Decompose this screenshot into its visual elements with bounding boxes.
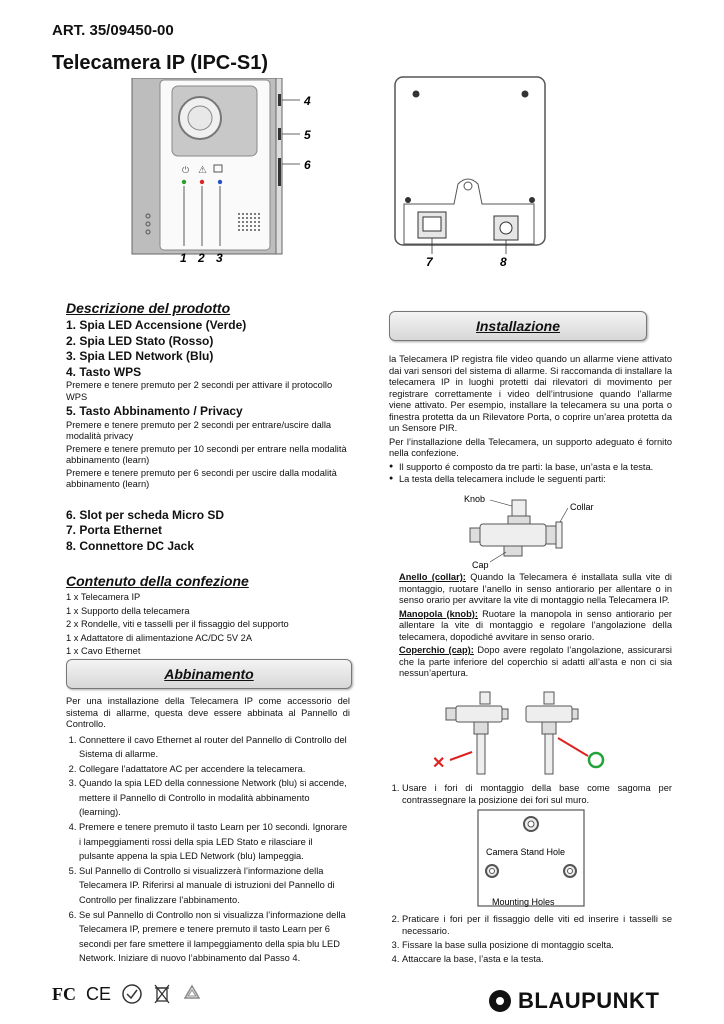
lens-inner — [188, 106, 212, 130]
label-8: 8 — [500, 255, 507, 269]
descr-item-5: 5. Tasto Abbinamento / Privacy — [66, 404, 243, 418]
certification-marks — [52, 982, 203, 1006]
descrizione-section — [66, 300, 350, 554]
led-red — [200, 180, 204, 184]
abbinamento-step: 3. Quando la spia LED della connessione Network (blu) si accende, mettere il Pannello di Controllo in modalità abbinamento (learning). — [79, 776, 350, 820]
installazione-bullets — [389, 461, 672, 486]
descr-item-3: 3. Spia LED Network (Blu) — [66, 349, 214, 363]
abbinamento-step: 6. Se sul Pannello di Controllo non si visualizza l’informazione della Telecamera IP, premere e tenere premuto il tasto Learn per 6 secondi per fare smettere il lampeggiamento della spia blu LED Network. Iniziare di nuovo l’abbinamento dal Passo 4. — [79, 908, 350, 966]
descr-item-4-desc: Premere e tenere premuto per 2 secondi per attivare il protocollo WPS — [66, 380, 333, 402]
descrizione-title: Descrizione del prodotto — [66, 300, 231, 316]
collar-label: Collar — [570, 502, 594, 512]
descr-item-8: 8. Connettore DC Jack — [66, 538, 195, 553]
abbinamento-step: 1. Connettere il cavo Ethernet al router del Pannello di Controllo del Sistema di allarme. — [79, 733, 350, 762]
descr-item-1: 1. Spia LED Accensione (Verde) — [66, 318, 247, 332]
abbinamento-step: 5. Sul Pannello di Controllo si visualizzerà l’informazione della Telecamera IP. Riferirsi al manuale di istruzioni del Pannello di Controllo per finalizzare l’abbinamento. — [79, 864, 350, 908]
warning-icon: ⚠ — [198, 165, 207, 176]
blaupunkt-dot-icon — [488, 989, 512, 1013]
camera-front-figure — [128, 78, 328, 268]
installazione-step: 1. Usare i fori di montaggio della base come sagoma per contrassegnare la posizione dei fori sul muro. — [402, 782, 672, 806]
installazione-title: Installazione — [389, 311, 647, 341]
label-7: 7 — [426, 255, 433, 269]
installazione-step: 4. Attaccare la base, l’asta e la testa. — [402, 953, 672, 967]
mount-correct — [526, 692, 603, 774]
descr-item-5-desc-2: Premere e tenere premuto per 10 secondi per entrare nella modalità abbinamento (learn) — [66, 443, 347, 465]
part-knob-text: Ruotare la manopola in senso antiorario per allentare la vite di montaggio e regolare l’angolazione della telecamera, dopodiché avvitare in senso orario. — [399, 608, 673, 642]
part-cap-text: Dopo avere regolato l’angolazione, assicurarsi che la parte inferiore del coperchio si adatti all’asta e non ci sia nessun’apertura. — [399, 645, 672, 678]
correct-icon — [589, 753, 603, 767]
cap-label: Cap — [472, 560, 489, 570]
recycle-icon — [181, 983, 203, 1005]
abbinamento-title: Abbinamento — [66, 659, 352, 689]
installazione-step-1 — [389, 782, 672, 806]
installazione-bullet: ● Il supporto é composto da tre parti: la base, un’asta e la testa. — [399, 461, 672, 474]
part-collar-label: Anello (collar): — [399, 572, 466, 582]
brand-logo — [488, 988, 659, 1014]
led-green — [182, 180, 186, 184]
part-cap-label: Coperchio (cap): — [399, 645, 474, 655]
camera-back-figure — [392, 74, 552, 270]
installazione-para-2: Per l’installazione della Telecamera, un supporto adeguato é fornito nella confezione. — [389, 436, 672, 458]
installazione-para-1: la Telecamera IP registra file video quando un allarme viene attivato dai vari sensori del sistema di allarme. Si raccomanda di installare la telecamera IP in luoghi protetti dai rilevatori di movimento per registrare correttamente i video dell’intrusione quando l’allarme viene attivato. Per esempio, installare la telecamera su una porta o finestra protetta da un Rilevatore Porta, o coprire un’area protetta da un Sensore PIR. — [389, 354, 672, 433]
descr-item-7: 7. Porta Ethernet — [66, 523, 163, 537]
label-1: 1 — [180, 251, 187, 265]
installazione-step: 3. Fissare la base sulla posizione di montaggio scelta. — [402, 939, 672, 953]
weee-bin-icon — [153, 983, 171, 1005]
label-2: 2 — [198, 251, 205, 265]
abbinamento-step: 2. Collegare l’adattatore AC per accendere la telecamera. — [79, 762, 350, 777]
contenuto-section — [66, 573, 350, 659]
descr-item-5-desc-3: Premere e tenere premuto per 6 secondi per uscire dalla modalità abbinamento (learn) — [66, 467, 337, 489]
contenuto-item: 1 x Supporto della telecamera — [66, 605, 190, 616]
mount-head-figure — [460, 490, 610, 572]
installazione-step: 2. Praticare i fori per il fissaggio delle viti ed inserire i tasselli se necessario. — [402, 914, 672, 937]
contenuto-item: 1 x Cavo Ethernet — [66, 646, 141, 656]
part-knob — [389, 609, 672, 644]
document-title: Telecamera IP (IPC-S1) — [52, 52, 269, 74]
descr-item-6: 6. Slot per scheda Micro SD — [66, 507, 225, 522]
contenuto-item: 2 x Rondelle, viti e tasselli per il fissaggio del supporto — [66, 619, 289, 629]
camera-stand-hole-label: Camera Stand Hole — [486, 847, 566, 857]
mount-correct-incorrect-figure — [426, 690, 616, 780]
installazione-parts — [389, 572, 672, 680]
brand-name: BLAUPUNKT — [518, 988, 660, 1013]
descr-item-4: 4. Tasto WPS — [66, 364, 142, 379]
abbinamento-intro: Per una installazione della Telecamera IP come accessorio del sistema di allarme, questa deve essere abbinata al Pannello di Controllo. — [66, 696, 350, 729]
part-collar-text: Quando la Telecamera é installata sulla vite di montaggio, ruotare l’anello in senso antiorario per allentare o in senso orario per avvitare la vite di montaggio nella Telecamera IP. — [399, 572, 672, 605]
rohs-icon — [121, 983, 143, 1005]
contenuto-item: 1 x Adattatore di alimentazione AC/DC 5V 2A — [66, 632, 253, 643]
installazione-bullet: ● La testa della telecamera include le seguenti parti: — [399, 473, 672, 486]
label-5: 5 — [304, 128, 311, 142]
abbinamento-step: 4. Premere e tenere premuto il tasto Learn per 10 secondi. Ignorare i lampeggiamenti rossi della spia LED Stato e rilasciare il pulsante appena la spia LED Network (blu) lampeggia. — [79, 820, 350, 864]
contenuto-title: Contenuto della confezione — [66, 573, 249, 589]
part-knob-label: Manopola (knob): — [399, 608, 478, 619]
mount-incorrect — [432, 692, 508, 774]
mounting-holes-label: Mounting Holes — [492, 897, 555, 907]
knob-label: Knob — [464, 494, 486, 504]
installazione-steps-after — [389, 914, 672, 966]
part-collar — [389, 572, 672, 607]
label-4: 4 — [304, 94, 311, 108]
power-icon: ⏻ — [182, 165, 190, 175]
installazione-section — [389, 354, 672, 486]
descr-item-2: 2. Spia LED Stato (Rosso) — [66, 333, 214, 348]
fcc-logo: FC — [52, 983, 76, 1004]
contenuto-item: 1 x Telecamera IP — [66, 592, 141, 602]
descr-item-5-desc-1: Premere e tenere premuto per 2 secondi per entrare/uscire dalla modalità privacy — [66, 419, 332, 441]
base-template-figure — [476, 808, 588, 910]
part-cap — [389, 645, 672, 680]
abbinamento-steps — [66, 733, 350, 967]
article-number: ART. 35/09450-00 — [52, 22, 174, 39]
ce-logo: CE — [86, 983, 112, 1004]
abbinamento-section — [66, 696, 350, 966]
label-6: 6 — [304, 158, 311, 172]
incorrect-icon: ✕ — [432, 755, 446, 772]
led-blue — [218, 180, 222, 184]
label-3: 3 — [216, 251, 223, 265]
